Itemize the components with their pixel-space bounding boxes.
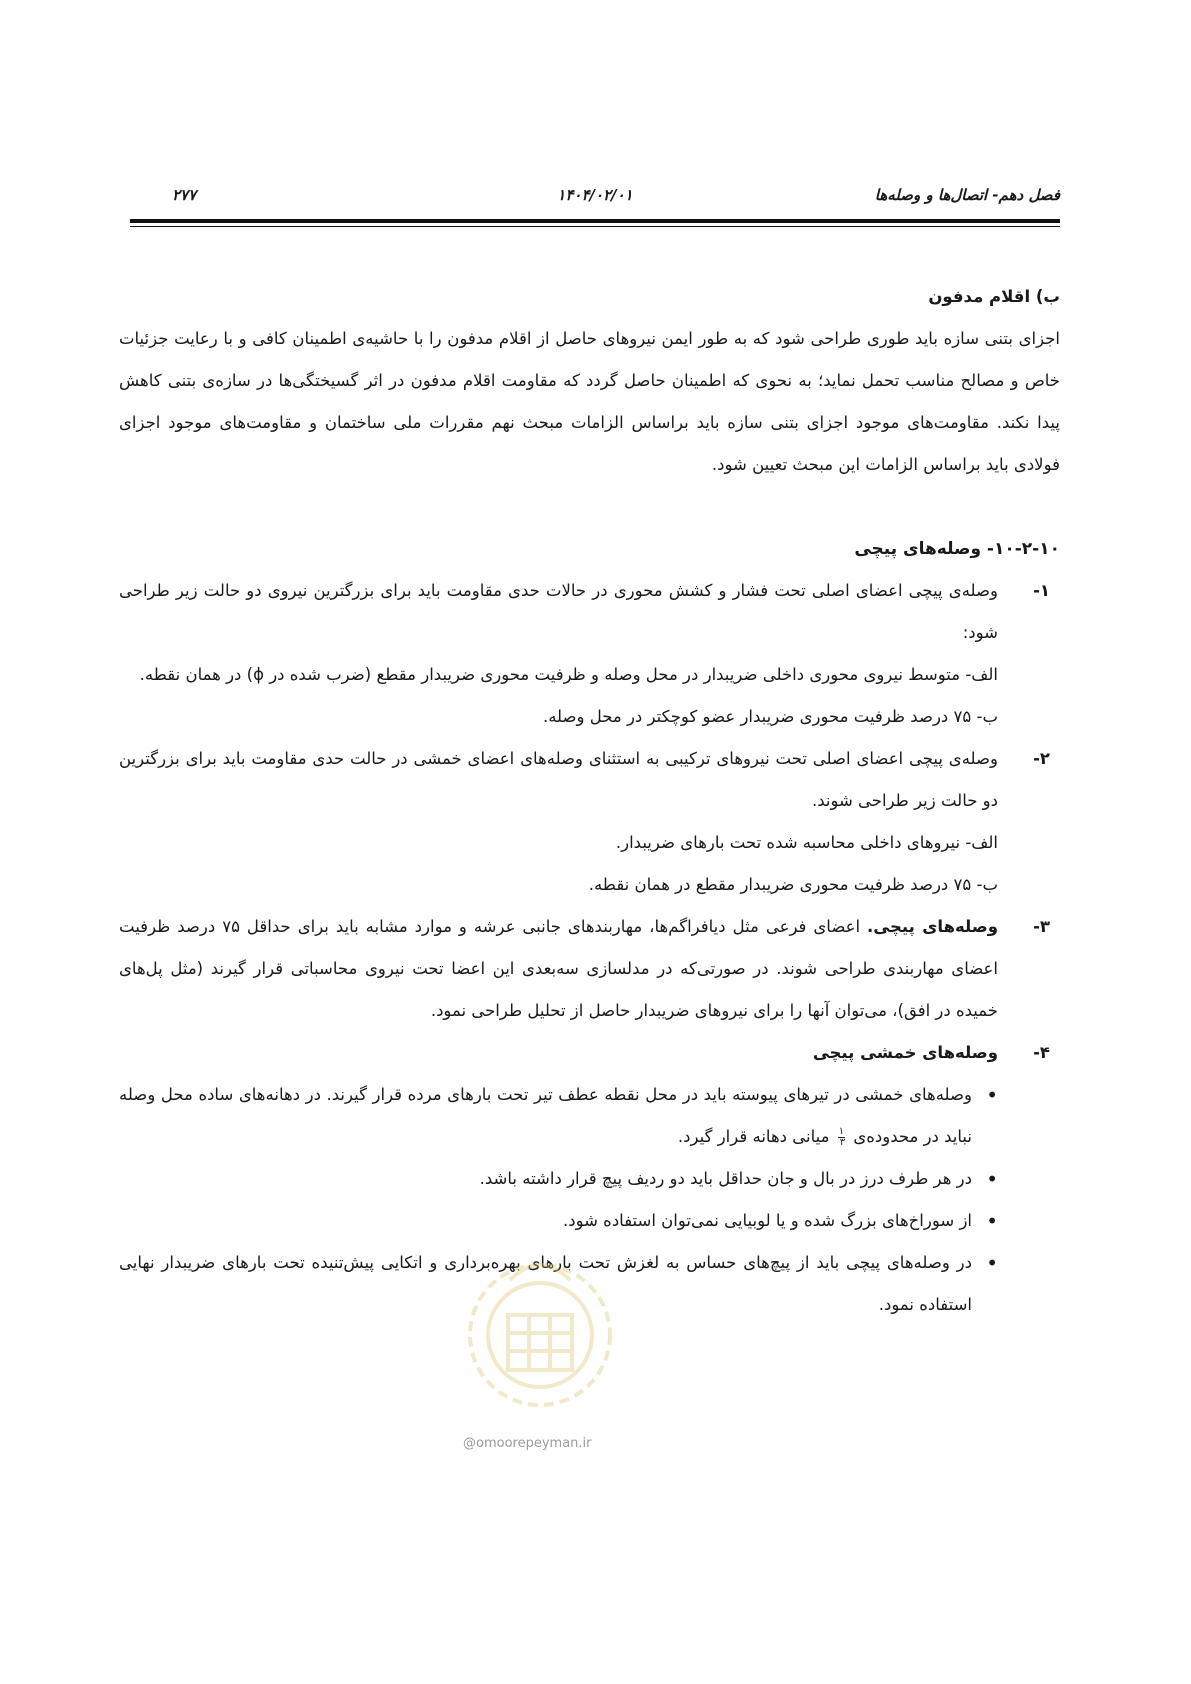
item-2 bbox=[119, 738, 1060, 822]
item-2-text: وصله‌ی پیچی اعضای اصلی تحت نیروهای ترکیبی به استثنای وصله‌های اعضای خمشی در حالت حدی مقاومت باید برای بزرگترین دو حالت زیر طراحی شوند. bbox=[119, 749, 998, 810]
page-body bbox=[119, 276, 1060, 1326]
header-rule-thick bbox=[130, 219, 1060, 223]
page-header bbox=[130, 186, 1060, 210]
watermark-logo-icon bbox=[450, 1240, 630, 1420]
item-3-bold: وصله‌های پیچی. bbox=[867, 917, 998, 936]
bullet-dot-icon: • bbox=[986, 1209, 998, 1233]
item-1 bbox=[119, 570, 1060, 654]
bullet-1-text-b: میانی دهانه قرار گیرد. bbox=[677, 1127, 830, 1146]
header-date: ۱۴۰۴/۰۲/۰۱ bbox=[557, 186, 633, 204]
item-3-text: اعضای فرعی مثل دیافراگم‌ها، مهاربندهای جانبی عرشه و موارد مشابه باید برای حداقل ۷۵ درصد ظرفیت اعضای مهاربندی طراحی شوند. در صورتی‌که در مدلسازی سه‌بعدی این اعضا تحت نیروی محاسباتی قرار گیرند (مثل پل‌های خمیده در افق)، می‌توان آنها را برای نیروهای ضریبدار حاصل از تحلیل طراحی نمود. bbox=[119, 917, 998, 1020]
bullet-dot-icon: • bbox=[986, 1167, 998, 1191]
section-b-paragraph: اجزای بتنی سازه باید طوری طراحی شود که به طور ایمن نیروهای حاصل از اقلام مدفون را با حاشیه‌ی اطمینان کافی و با رعایت جزئیات خاص و مصالح مناسب تحمل نماید؛ به نحوی که اطمینان حاصل گردد که مقاومت اقلام مدفون در اثر گسیختگی‌ها در سازه‌ی بتنی کاهش پیدا نکند. مقاومت‌های موجود اجزای بتنی سازه باید براساس الزامات مبحث نهم مقررات ملی ساختمان و مقاومت‌های موجود اجزای فولادی باید براساس الزامات این مبحث تعیین شود. bbox=[119, 329, 1060, 474]
item-4 bbox=[119, 1032, 1060, 1074]
item-4-heading: وصله‌های خمشی پیچی bbox=[812, 1043, 998, 1062]
fraction-one-third: $\frac{۱}{۳}$ bbox=[838, 1126, 846, 1148]
bullet-1-text-a: وصله‌های خمشی در تیرهای پیوسته باید در محل نقطه عطف تیر تحت بارهای مرده قرار گیرند. در دهانه‌های ساده محل وصله نباید در محدوده‌ی bbox=[119, 1085, 972, 1146]
bullet-3 bbox=[119, 1200, 1060, 1242]
bullet-1 bbox=[119, 1074, 1060, 1158]
item-1-text: وصله‌ی پیچی اعضای اصلی تحت فشار و کشش محوری در حالات حدی مقاومت باید برای بزرگترین نیروی دو حالت زیر طراحی شود: bbox=[119, 581, 998, 642]
item-3-number: ۳- bbox=[1033, 917, 1050, 936]
watermark-text: @omoorepeyman.ir bbox=[463, 1436, 592, 1451]
section-b-heading: ب) اقلام مدفون bbox=[928, 287, 1060, 306]
item-2-sub-a: الف- نیروهای داخلی محاسبه شده تحت بارهای ضریبدار. bbox=[615, 833, 998, 852]
page-number: ۲۷۷ bbox=[172, 186, 197, 204]
item-3 bbox=[119, 906, 1060, 1032]
item-1-sub-b: ب- ۷۵ درصد ظرفیت محوری ضریبدار عضو کوچکتر در محل وصله. bbox=[542, 707, 998, 726]
item-1-number: ۱- bbox=[1033, 581, 1050, 600]
bullet-dot-icon: • bbox=[986, 1083, 998, 1107]
bolted-splices-heading: ۱۰-۲-۱۰- وصله‌های پیچی bbox=[854, 539, 1060, 559]
item-2-number: ۲- bbox=[1033, 749, 1050, 768]
item-1-sub-a: الف- متوسط نیروی محوری داخلی ضریبدار در محل وصله و ظرفیت محوری ضریبدار مقطع (ضرب شده در ϕ) در همان نقطه. bbox=[139, 665, 998, 684]
chapter-title: فصل دهم- اتصال‌ها و وصله‌ها bbox=[874, 186, 1060, 204]
bullet-4-text: در وصله‌های پیچی باید از پیچ‌های حساس به لغزش تحت بارهای بهره‌برداری و اتکایی پیش‌تنیده تحت بارهای ضریبدار نهایی استفاده نمود. bbox=[119, 1253, 972, 1314]
bullet-2 bbox=[119, 1158, 1060, 1200]
bullet-dot-icon: • bbox=[986, 1251, 998, 1275]
item-4-number: ۴- bbox=[1033, 1043, 1050, 1062]
bullet-3-text: از سوراخ‌های بزرگ شده و یا لوبیایی نمی‌توان استفاده شود. bbox=[563, 1211, 972, 1230]
bullet-2-text: در هر طرف درز در بال و جان حداقل باید دو ردیف پیچ قرار داشته باشد. bbox=[479, 1169, 972, 1188]
item-2-sub-b: ب- ۷۵ درصد ظرفیت محوری ضریبدار مقطع در همان نقطه. bbox=[588, 875, 998, 894]
header-rule-thin bbox=[130, 226, 1060, 227]
